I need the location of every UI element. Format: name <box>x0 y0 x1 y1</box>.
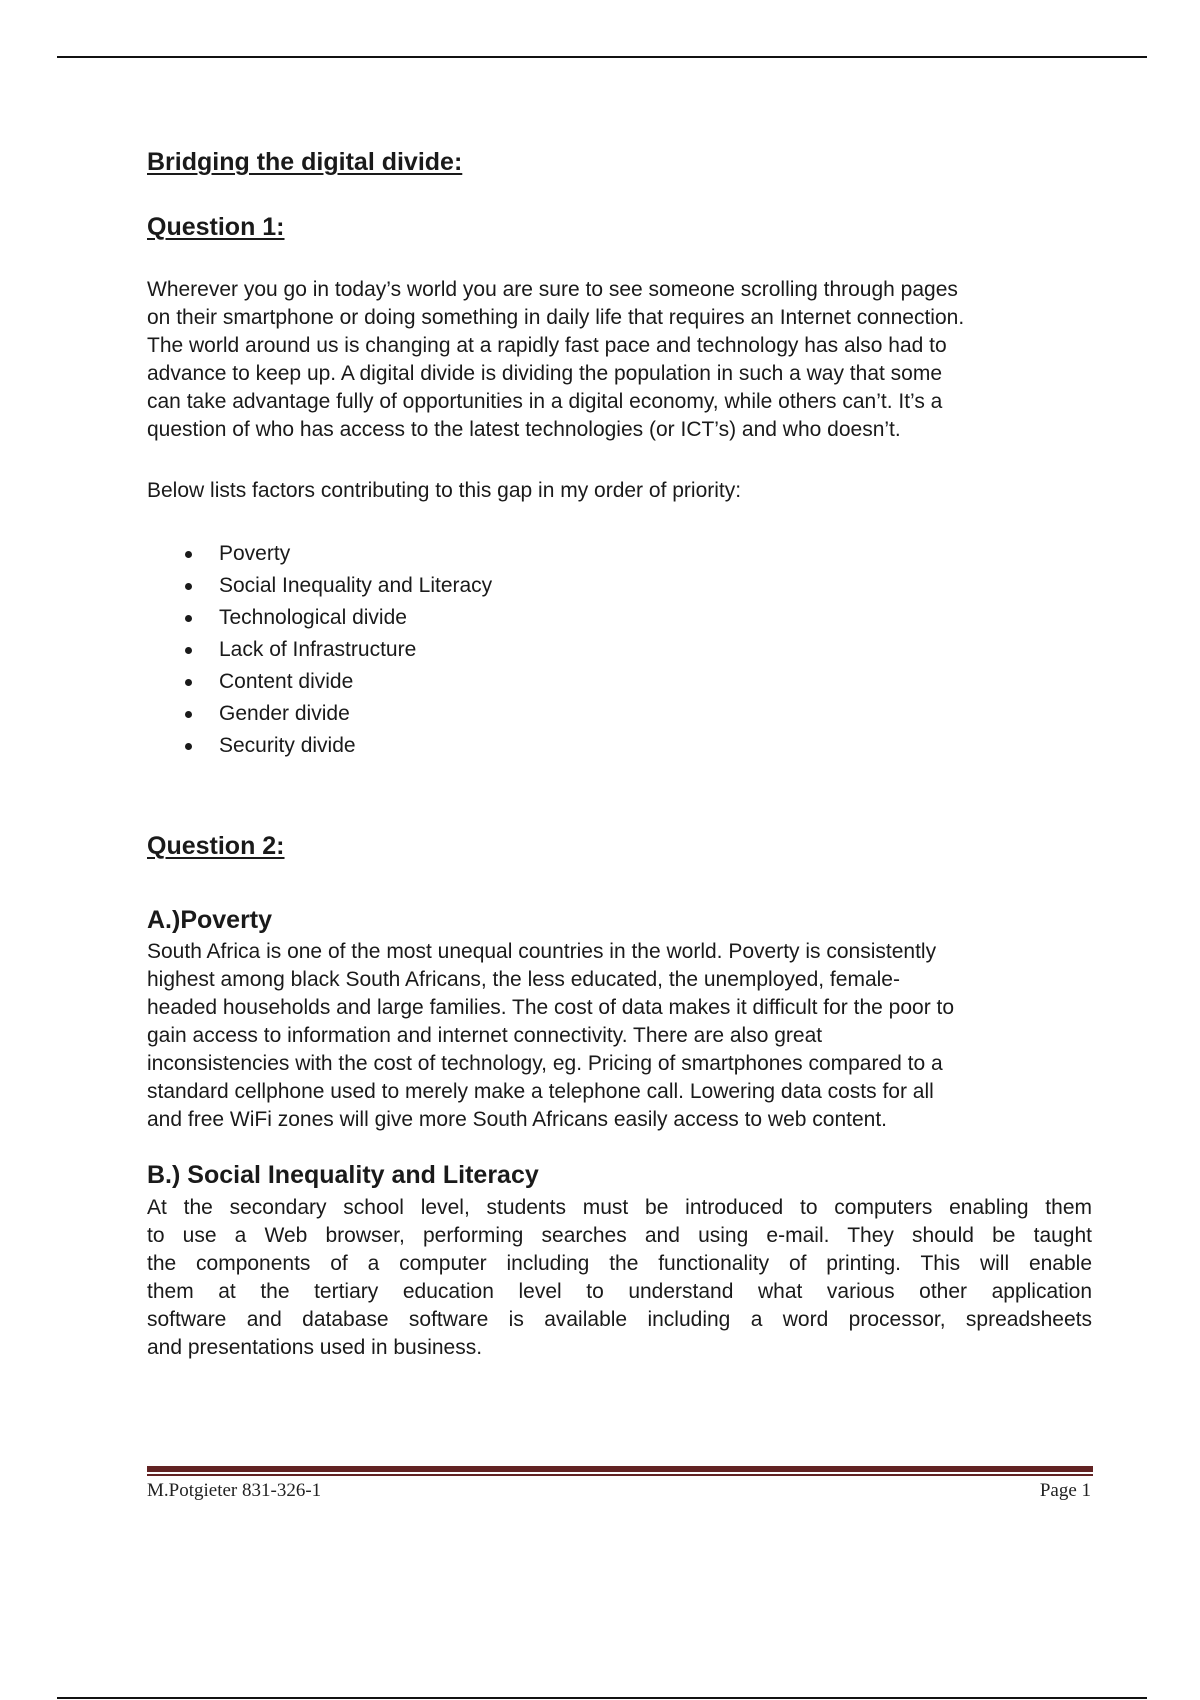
list-item-label: Content divide <box>219 670 354 693</box>
list-item <box>147 538 492 570</box>
footer-rule-thin <box>147 1474 1093 1476</box>
list-intro <box>147 477 1092 505</box>
text-line: advance to keep up. A digital divide is dividing the population in such a way that some <box>147 362 943 385</box>
list-item <box>147 698 492 730</box>
text-line: to use a Web browser, performing searches and using e-mail. They should be taught <box>147 1224 1092 1247</box>
text-line: highest among black South Africans, the less educated, the unemployed, female- <box>147 968 900 991</box>
section-a-paragraph <box>147 938 1092 1134</box>
bullet-icon <box>185 583 192 590</box>
text-line: gain access to information and internet connectivity. There are also great <box>147 1024 823 1047</box>
text-line: and free WiFi zones will give more South Africans easily access to web content. <box>147 1108 888 1131</box>
list-item-label: Poverty <box>219 542 291 565</box>
text-line: them at the tertiary education level to understand what various other application <box>147 1280 1092 1303</box>
text-line: At the secondary school level, students must be introduced to computers enabling them <box>147 1196 1092 1219</box>
bullet-icon <box>185 743 192 750</box>
section-a-heading: A.)Poverty <box>147 906 273 934</box>
list-item-label: Technological divide <box>219 606 407 629</box>
bullet-icon <box>185 551 192 558</box>
text-line: software and database software is available including a word processor, spreadsheets <box>147 1308 1092 1331</box>
section-b-paragraph <box>147 1194 1092 1362</box>
list-item <box>147 634 492 666</box>
text-line: inconsistencies with the cost of technology, eg. Pricing of smartphones compared to a <box>147 1052 943 1075</box>
question-1-paragraph <box>147 276 1092 444</box>
list-item-label: Social Inequality and Literacy <box>219 574 493 597</box>
text-line: can take advantage fully of opportunities in a digital economy, while others can’t. It’s a <box>147 390 943 413</box>
footer-author: M.Potgieter 831-326-1 <box>147 1480 322 1501</box>
bullet-icon <box>185 711 192 718</box>
text-line: on their smartphone or doing something in daily life that requires an Internet connection. <box>147 306 965 329</box>
bullet-icon <box>185 679 192 686</box>
page-top-rule <box>57 56 1147 58</box>
text-line: South Africa is one of the most unequal countries in the world. Poverty is consistently <box>147 940 937 963</box>
page-bottom-rule <box>57 1697 1147 1699</box>
list-item-label: Lack of Infrastructure <box>219 638 417 661</box>
text-line: Below lists factors contributing to this gap in my order of priority: <box>147 479 742 502</box>
document-title: Bridging the digital divide: <box>147 148 463 176</box>
footer-rule-thick <box>147 1466 1093 1472</box>
question-2-heading: Question 2: <box>147 832 285 860</box>
bullet-icon <box>185 615 192 622</box>
list-item-label: Gender divide <box>219 702 350 725</box>
section-b-heading: B.) Social Inequality and Literacy <box>147 1161 539 1189</box>
bullet-icon <box>185 647 192 654</box>
factors-list <box>147 538 492 762</box>
text-line: Wherever you go in today’s world you are sure to see someone scrolling through pages <box>147 278 958 301</box>
page-number: Page 1 <box>1039 1480 1091 1501</box>
text-line: headed households and large families. The cost of data makes it difficult for the poor to <box>147 996 955 1019</box>
list-item <box>147 570 492 602</box>
text-line: the components of a computer including the functionality of printing. This will enable <box>147 1252 1092 1275</box>
list-item <box>147 730 492 762</box>
text-line: The world around us is changing at a rapidly fast pace and technology has also had to <box>147 334 947 357</box>
list-item <box>147 602 492 634</box>
list-item-label: Security divide <box>219 734 356 757</box>
text-line: question of who has access to the latest technologies (or ICT’s) and who doesn’t. <box>147 418 901 441</box>
text-line: standard cellphone used to merely make a telephone call. Lowering data costs for all <box>147 1080 934 1103</box>
page-footer <box>147 1480 1091 1502</box>
question-1-heading: Question 1: <box>147 213 285 241</box>
text-line: and presentations used in business. <box>147 1336 483 1359</box>
list-item <box>147 666 492 698</box>
